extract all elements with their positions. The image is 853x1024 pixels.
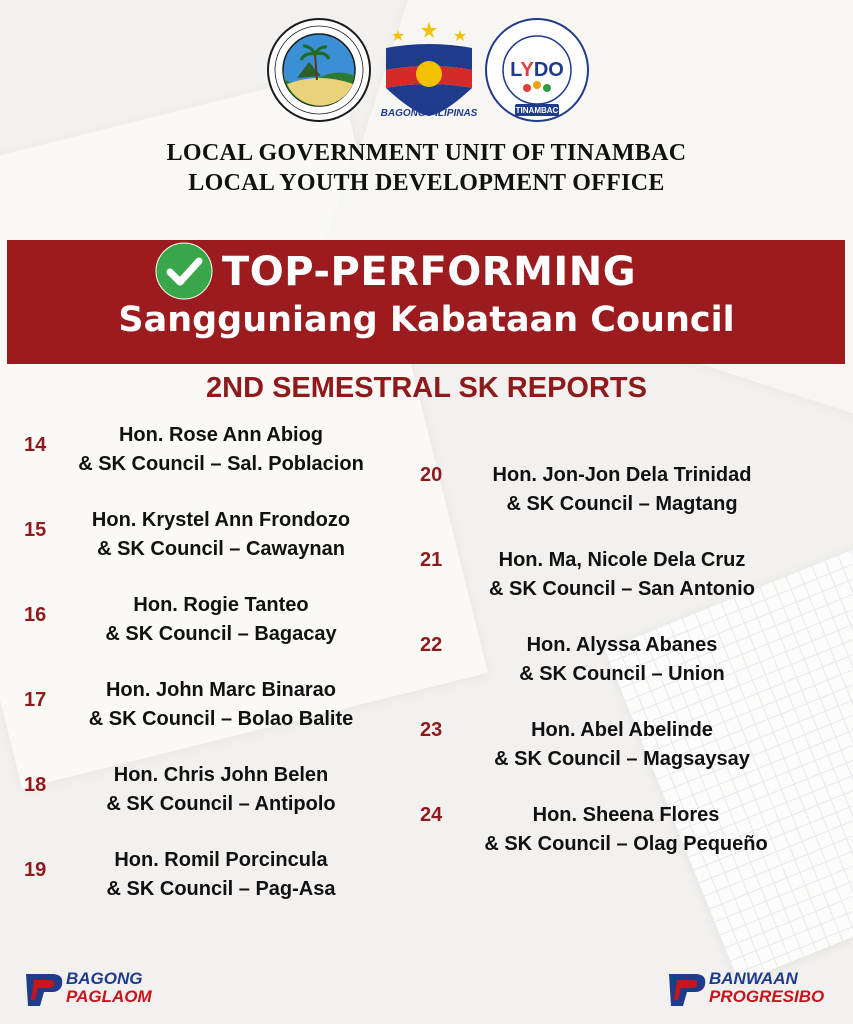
entry-number: 17 [24, 689, 47, 711]
list-item [24, 846, 424, 906]
entry-name: Hon. Romil Porcincula [114, 849, 328, 871]
footer-right-line1: BANWAAN [709, 969, 798, 988]
entry-council: & SK Council – Magsaysay [494, 748, 750, 770]
entry-name: Hon. Jon-Jon Dela Trinidad [492, 464, 752, 486]
entry-names [458, 461, 786, 519]
entry-names [458, 546, 786, 604]
entry-council: & SK Council – Bolao Balite [88, 708, 354, 730]
entry-council: & SK Council – Olag Pequeño [484, 833, 768, 855]
entry-names [56, 761, 386, 819]
bagong-pilipinas-logo-icon [374, 18, 484, 122]
entry-council: & SK Council – Magtang [506, 493, 738, 515]
svg-text:LYDO: LYDO [510, 59, 564, 81]
svg-text:TINAMBAC: TINAMBAC [515, 106, 559, 115]
footer-left-text [66, 970, 152, 1006]
banner-title: TOP-PERFORMING [222, 249, 637, 295]
entry-number: 15 [24, 519, 47, 541]
entry-name: Hon. John Marc Binarao [105, 679, 337, 701]
entry-council: & SK Council – San Antonio [489, 578, 755, 600]
entry-council: & SK Council – Pag-Asa [106, 878, 336, 900]
list-item [24, 676, 424, 736]
banner-subtitle: Sangguniang Kabataan Council [118, 300, 735, 340]
entry-names [56, 506, 386, 564]
list-item [420, 716, 820, 776]
list-item [420, 801, 820, 861]
list-item [24, 761, 424, 821]
bp-monogram-icon [665, 968, 709, 1012]
entry-number: 24 [420, 804, 443, 826]
bp-monogram-icon [22, 968, 66, 1012]
entry-names [458, 716, 786, 774]
bagong-pilipinas-caption: BAGONG PILIPINAS [380, 108, 478, 119]
entry-number: 18 [24, 774, 47, 796]
entry-name: Hon. Abel Abelinde [531, 719, 713, 741]
entry-name: Hon. Rose Ann Abiog [118, 424, 324, 446]
entry-name: Hon. Sheena Flores [532, 804, 720, 826]
entry-number: 23 [420, 719, 443, 741]
entry-name: Hon. Krystel Ann Frondozo [91, 509, 351, 531]
list-item [24, 506, 424, 566]
report-subtitle: 2ND SEMESTRAL SK REPORTS [206, 372, 647, 404]
entry-name: Hon. Chris John Belen [113, 764, 329, 786]
entry-name: Hon. Ma, Nicole Dela Cruz [498, 549, 746, 571]
entry-names [56, 591, 386, 649]
footer-left-line1: BAGONG [66, 969, 143, 988]
entry-number: 20 [420, 464, 443, 486]
entry-number: 14 [24, 434, 47, 456]
entry-names [56, 676, 386, 734]
entry-council: & SK Council – Bagacay [105, 623, 337, 645]
header-lgu: LOCAL GOVERNMENT UNIT OF TINAMBAC [166, 140, 687, 166]
header-lydo: LOCAL YOUTH DEVELOPMENT OFFICE [188, 170, 665, 196]
entry-council: & SK Council – Sal. Poblacion [78, 453, 364, 475]
entry-name: Hon. Alyssa Abanes [526, 634, 718, 656]
list-item [24, 421, 424, 481]
lydo-seal-icon [485, 18, 589, 122]
footer-right-line2: PROGRESIBO [709, 987, 825, 1006]
list-item [24, 591, 424, 651]
municipality-seal-icon [267, 18, 371, 122]
list-item [420, 546, 820, 606]
list-item [420, 631, 820, 691]
entry-number: 22 [420, 634, 443, 656]
entry-number: 19 [24, 859, 47, 881]
entry-names [56, 421, 386, 479]
list-item [420, 461, 820, 521]
footer-left-line2: PAGLAOM [66, 987, 152, 1006]
entry-council: & SK Council – Antipolo [106, 793, 336, 815]
entry-council: & SK Council – Cawaynan [97, 538, 345, 560]
check-circle-icon [155, 242, 213, 300]
entry-council: & SK Council – Union [519, 663, 725, 685]
entry-number: 16 [24, 604, 47, 626]
entry-number: 21 [420, 549, 443, 571]
entry-names [56, 846, 386, 904]
entry-name: Hon. Rogie Tanteo [133, 594, 309, 616]
entry-names [446, 801, 806, 859]
entry-names [458, 631, 786, 689]
footer-right-text [709, 970, 824, 1006]
